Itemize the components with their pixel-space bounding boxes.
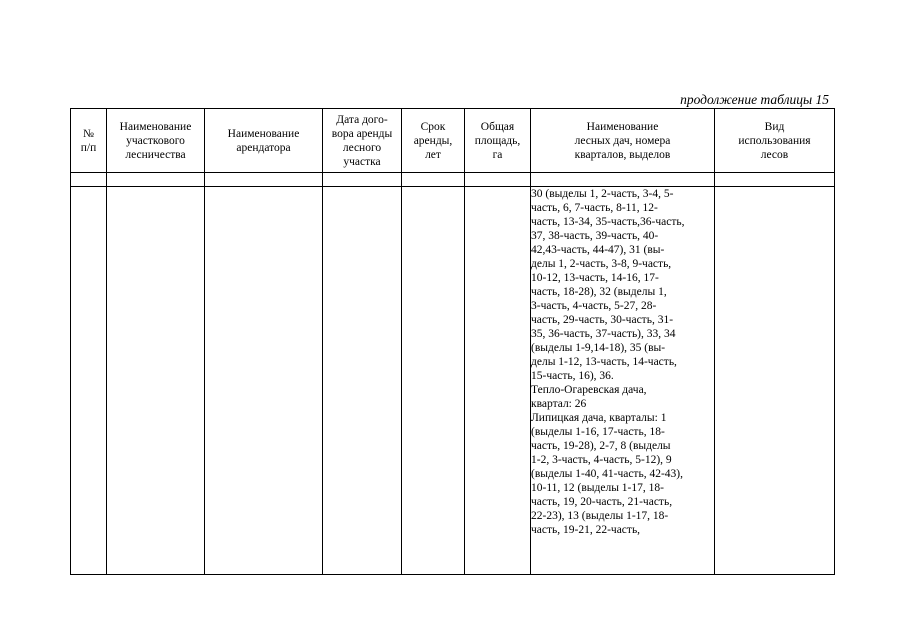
cell-number <box>71 187 107 575</box>
header-label-line: вора аренды <box>331 127 393 140</box>
empty-cell <box>205 173 323 187</box>
empty-cell <box>715 173 835 187</box>
header-label-line: арендатора <box>236 141 291 154</box>
header-label-line: лесных дач, номера <box>574 134 671 147</box>
description-line: 3-часть, 4-часть, 5-27, 28- <box>531 300 657 312</box>
header-label-line: лесничества <box>125 148 186 161</box>
cell-forest-dachas <box>531 187 715 575</box>
description-line: часть, 19-28), 2-7, 8 (выделы <box>531 440 671 452</box>
header-label-line: Наименование <box>227 127 300 140</box>
header-label-line: Наименование <box>119 120 192 133</box>
column-number-row <box>71 173 835 187</box>
empty-cell <box>531 173 715 187</box>
cell-forest-use <box>715 187 835 575</box>
description-line: часть, 6, 7-часть, 8-11, 12- <box>531 202 658 214</box>
header-contract-date <box>323 109 402 173</box>
header-label-line: Общая <box>480 120 515 133</box>
header-lease-term <box>402 109 465 173</box>
description-line: 37, 38-часть, 39-часть, 40- <box>531 230 659 242</box>
header-label-line: п/п <box>80 141 97 154</box>
header-forestry <box>107 109 205 173</box>
table-row <box>71 187 835 575</box>
description-line: 1-2, 3-часть, 4-часть, 5-12), 9 <box>531 454 672 466</box>
description-line: 15-часть, 16), 36. <box>531 370 614 382</box>
header-label-line: площадь, <box>474 134 521 147</box>
table-caption: продолжение таблицы 15 <box>680 92 829 107</box>
description-line: 10-12, 13-часть, 14-16, 17- <box>531 272 659 284</box>
cell-contract-date <box>323 187 402 575</box>
empty-cell <box>465 173 531 187</box>
header-tenant <box>205 109 323 173</box>
header-label-line: кварталов, выделов <box>574 148 671 161</box>
description-line: делы 1, 2-часть, 3-8, 9-часть, <box>531 258 672 270</box>
empty-cell <box>402 173 465 187</box>
header-label-line: участкового <box>126 134 185 147</box>
description-line: делы 1-12, 13-часть, 14-часть, <box>531 356 677 368</box>
description-line: 22-23), 13 (выделы 1-17, 18- <box>531 510 669 522</box>
header-label-line: лесов <box>760 148 789 161</box>
header-label-line: Дата дого- <box>336 113 388 126</box>
header-total-area <box>465 109 531 173</box>
header-label-line: лет <box>425 148 441 161</box>
description-line: Тепло-Огаревская дача, <box>531 384 647 396</box>
header-label-line: использования <box>738 134 811 147</box>
header-number <box>71 109 107 173</box>
cell-lease-term <box>402 187 465 575</box>
header-label-line: га <box>492 148 503 161</box>
description-line: (выделы 1-16, 17-часть, 18- <box>531 426 665 438</box>
header-label-line: Наименование <box>586 120 659 133</box>
description-line: часть, 13-34, 35-часть,36-часть, <box>531 216 685 228</box>
header-row <box>71 109 835 173</box>
description-line: 35, 36-часть, 37-часть), 33, 34 <box>531 328 676 340</box>
header-label-line: аренды, <box>413 134 453 147</box>
header-label-line: № <box>83 127 94 140</box>
header-label-line: лесного <box>342 141 382 154</box>
description-line: Липицкая дача, кварталы: 1 <box>531 412 667 424</box>
description-line: часть, 29-часть, 30-часть, 31- <box>531 314 674 326</box>
header-forest-use <box>715 109 835 173</box>
description-line: (выделы 1-9,14-18), 35 (вы- <box>531 342 666 354</box>
empty-cell <box>323 173 402 187</box>
description-line: 10-11, 12 (выделы 1-17, 18- <box>531 482 664 494</box>
description-line: часть, 18-28), 32 (выделы 1, <box>531 286 667 298</box>
description-line: часть, 19, 20-часть, 21-часть, <box>531 496 673 508</box>
cell-forestry <box>107 187 205 575</box>
description-line: 30 (выделы 1, 2-часть, 3-4, 5- <box>531 188 674 200</box>
header-label-line: Срок <box>420 120 446 133</box>
empty-cell <box>71 173 107 187</box>
description-line: квартал: 26 <box>531 398 587 410</box>
description-line: (выделы 1-40, 41-часть, 42-43), <box>531 468 683 480</box>
lease-table <box>70 108 835 575</box>
cell-total-area <box>465 187 531 575</box>
description-line: часть, 19-21, 22-часть, <box>531 524 641 536</box>
header-forest-dachas <box>531 109 715 173</box>
header-label-line: участка <box>343 155 381 168</box>
header-label-line: Вид <box>764 120 785 133</box>
empty-cell <box>107 173 205 187</box>
description-line: 42,43-часть, 44-47), 31 (вы- <box>531 244 665 256</box>
cell-tenant <box>205 187 323 575</box>
